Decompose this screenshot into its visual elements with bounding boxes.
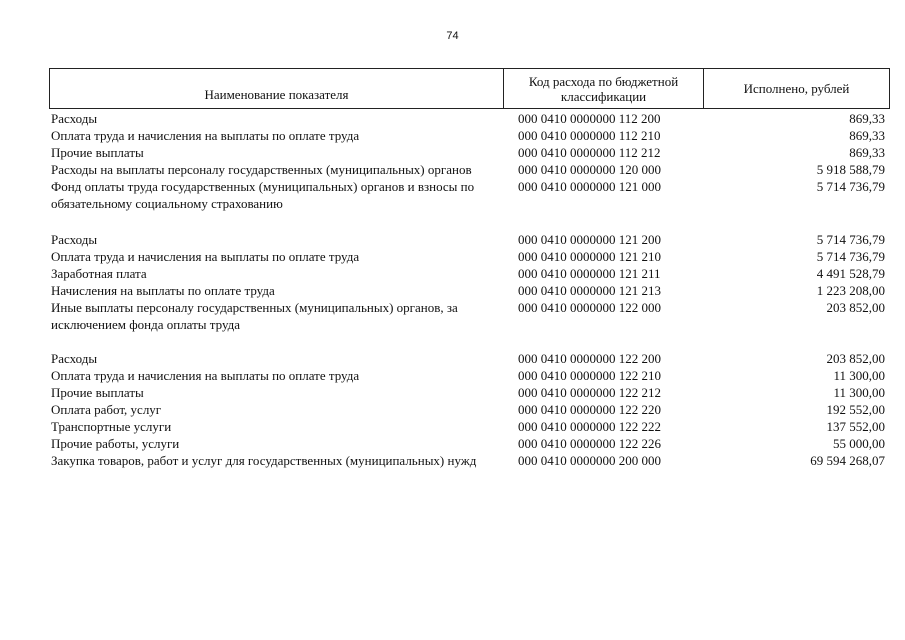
row-name: Закупка товаров, работ и услуг для государственных (муниципальных) нужд (51, 453, 477, 468)
row-code: 000 0410 0000000 121 210 (518, 249, 661, 264)
row-code: 000 0410 0000000 200 000 (518, 453, 661, 468)
table-row (49, 282, 890, 299)
row-code: 000 0410 0000000 122 212 (518, 385, 661, 400)
row-amount: 192 552,00 (826, 402, 885, 417)
row-amount: 11 300,00 (833, 368, 885, 383)
row-code: 000 0410 0000000 112 212 (518, 145, 661, 160)
row-code: 000 0410 0000000 121 213 (518, 283, 661, 298)
table-row (49, 265, 890, 282)
row-amount: 5 714 736,79 (816, 179, 885, 194)
row-amount: 4 491 528,79 (816, 266, 885, 281)
row-code: 000 0410 0000000 112 210 (518, 128, 661, 143)
row-code: 000 0410 0000000 122 220 (518, 402, 661, 417)
header-name: Наименование показателя (50, 69, 504, 108)
table-row (49, 384, 890, 401)
header-amount: Исполнено, рублей (743, 81, 850, 96)
row-amount: 5 714 736,79 (816, 232, 885, 247)
table-row (49, 231, 890, 248)
row-amount: 11 300,00 (833, 385, 885, 400)
table-row (49, 127, 890, 144)
table-row (49, 367, 890, 384)
row-amount: 1 223 208,00 (816, 283, 885, 298)
row-amount: 869,33 (849, 145, 885, 160)
table-row (49, 161, 890, 178)
row-name: Оплата труда и начисления на выплаты по оплате труда (51, 249, 360, 264)
row-name: Расходы на выплаты персоналу государственных (муниципальных) органов (51, 162, 472, 177)
row-code: 000 0410 0000000 122 000 (518, 300, 661, 315)
expenditure-table (49, 68, 890, 469)
table-row (49, 350, 890, 367)
page-number: 74 (446, 30, 459, 42)
row-name: Прочие работы, услуги (51, 436, 180, 451)
row-code: 000 0410 0000000 122 210 (518, 368, 661, 383)
row-name: Оплата труда и начисления на выплаты по оплате труда (51, 128, 360, 143)
row-amount: 203 852,00 (826, 300, 885, 315)
row-name: Прочие выплаты (51, 145, 144, 160)
header-code: Код расхода по бюджетной классификации (504, 69, 704, 108)
row-amount: 203 852,00 (826, 351, 885, 366)
row-amount: 869,33 (849, 128, 885, 143)
table-row (49, 299, 890, 333)
row-amount: 5 918 588,79 (816, 162, 885, 177)
table-row (49, 110, 890, 127)
table-row (49, 452, 890, 469)
table-row (49, 248, 890, 265)
row-name: Начисления на выплаты по оплате труда (51, 283, 275, 298)
table-row (49, 401, 890, 418)
row-code: 000 0410 0000000 122 200 (518, 351, 661, 366)
row-name: Иные выплаты персоналу государственных (муниципальных) органов, за исключением фонда оплаты труда (51, 300, 458, 332)
row-name: Расходы (51, 351, 98, 366)
row-amount: 69 594 268,07 (810, 453, 885, 468)
row-amount: 55 000,00 (833, 436, 885, 451)
table-header (49, 68, 890, 109)
row-amount: 869,33 (849, 111, 885, 126)
row-amount: 137 552,00 (826, 419, 885, 434)
table-row (49, 435, 890, 452)
row-name: Расходы (51, 111, 98, 126)
row-code: 000 0410 0000000 120 000 (518, 162, 661, 177)
row-code: 000 0410 0000000 112 200 (518, 111, 661, 126)
row-name: Транспортные услуги (51, 419, 172, 434)
row-code: 000 0410 0000000 121 211 (518, 266, 661, 281)
row-name: Расходы (51, 232, 98, 247)
row-code: 000 0410 0000000 122 222 (518, 419, 661, 434)
row-name: Прочие выплаты (51, 385, 144, 400)
row-name: Фонд оплаты труда государственных (муниципальных) органов и взносы по обязательному социальному страхованию (51, 179, 475, 211)
row-amount: 5 714 736,79 (816, 249, 885, 264)
row-name: Оплата работ, услуг (51, 402, 162, 417)
row-code: 000 0410 0000000 121 000 (518, 179, 661, 194)
table-row (49, 178, 890, 212)
row-name: Оплата труда и начисления на выплаты по оплате труда (51, 368, 360, 383)
table-row (49, 418, 890, 435)
table-body (49, 110, 890, 469)
row-name: Заработная плата (51, 266, 147, 281)
row-code: 000 0410 0000000 122 226 (518, 436, 661, 451)
row-code: 000 0410 0000000 121 200 (518, 232, 661, 247)
table-row (49, 144, 890, 161)
